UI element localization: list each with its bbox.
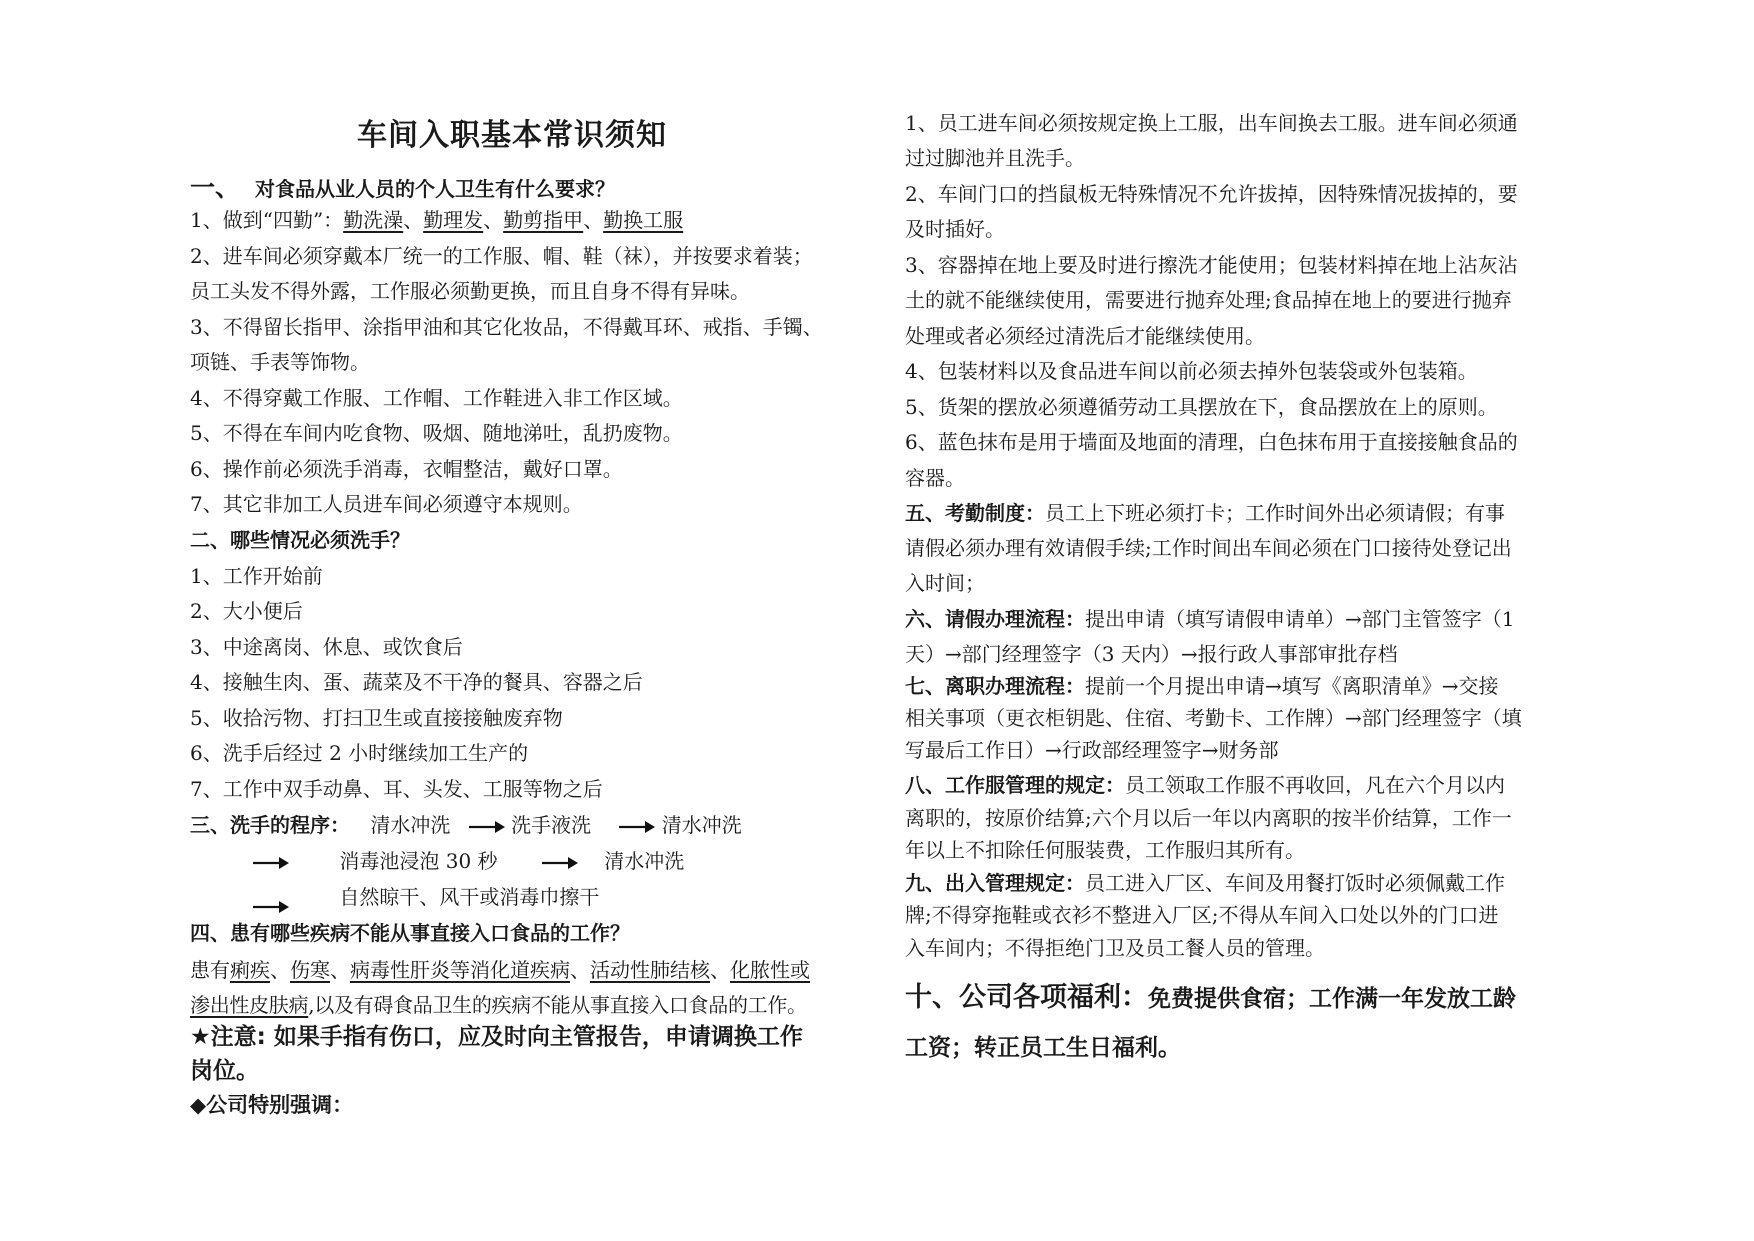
section10-text: 免费提供食宿；工作满一年发放工龄 <box>1148 986 1516 1012</box>
section1-heading <box>190 173 615 204</box>
section5-line-3: 入时间； <box>905 571 985 595</box>
disease-5b: 渗出性皮肤病 <box>190 993 309 1017</box>
step-2: 洗手液洗 <box>511 813 592 837</box>
item1-b: 勤理发 <box>423 208 484 232</box>
section1-item-1 <box>190 205 683 235</box>
page-title: 车间入职基本常识须知 <box>357 118 667 153</box>
section3-row-1 <box>190 810 742 840</box>
section9-heading: 九、出入管理规定： <box>905 871 1085 895</box>
section2-item-4: 4、接触生肉、蛋、蔬菜及不干净的餐具、容器之后 <box>190 670 643 694</box>
step-4: 消毒池浸泡 30 秒 <box>339 849 498 873</box>
rule-3-line2: 土的就不能继续使用，需要进行抛弃处理;食品掉在地上的要进行抛弃 <box>905 288 1512 312</box>
section9-line-3: 入车间内；不得拒绝门卫及员工餐人员的管理。 <box>905 936 1325 960</box>
sep: 、 <box>330 958 350 982</box>
sep: 、 <box>270 958 290 982</box>
section2-item-3: 3、中途离岗、休息、或饮食后 <box>190 635 463 659</box>
section2-item-7: 7、工作中双手动鼻、耳、头发、工服等物之后 <box>190 777 603 801</box>
section5-heading: 五、考勤制度： <box>905 501 1045 525</box>
right-arrow-icon <box>253 900 289 914</box>
section7-line-1 <box>905 671 1499 701</box>
rule-6-line2: 容器。 <box>905 466 965 490</box>
section1-item-3-line2: 项链、手表等饰物。 <box>190 350 370 374</box>
step-5: 清水冲洗 <box>604 849 685 873</box>
section2-item-5: 5、收拾污物、打扫卫生或直接接触废弃物 <box>190 706 563 730</box>
section4-line-1 <box>190 955 810 985</box>
section4-line-2 <box>190 990 807 1020</box>
step-6: 自然晾干、风干或消毒巾擦干 <box>339 885 600 909</box>
right-arrow-icon <box>619 820 655 834</box>
rule-2-line2: 及时插好。 <box>905 217 1005 241</box>
section10-line-2: 工资；转正员工生日福利。 <box>905 1035 1181 1061</box>
diseases-suffix: ,以及有碍食品卫生的疾病不能从事直接入口食品的工作。 <box>308 993 807 1017</box>
section7-text: 提前一个月提出申请→填写《离职清单》→交接 <box>1085 674 1499 698</box>
right-arrow-icon <box>542 856 578 870</box>
item1-prefix: 1、做到“四勤”： <box>190 208 344 232</box>
section6-text: 提出申请（填写请假申请单）→部门主管签字（1 <box>1085 607 1515 631</box>
section10-heading: 十、公司各项福利： <box>905 982 1148 1013</box>
section9-line-1 <box>905 868 1505 898</box>
section1-item-3-line1: 3、不得留长指甲、涂指甲油和其它化妆品，不得戴耳环、戒指、手镯、 <box>190 315 823 339</box>
section8-line-1 <box>905 770 1505 800</box>
section5-line-1 <box>905 498 1505 528</box>
section2-item-2: 2、大小便后 <box>190 599 303 623</box>
rule-2-line1: 2、车间门口的挡鼠板无特殊情况不允许拔掉，因特殊情况拔掉的，要 <box>905 182 1518 206</box>
section1-number: 一、 <box>190 173 241 202</box>
section1-heading-text: 对食品从业人员的个人卫生有什么要求？ <box>254 177 615 201</box>
section6-line-2: 天）→部门经理签字（3 天内）→报行政人事部审批存档 <box>905 642 1398 666</box>
section1-item-4: 4、不得穿戴工作服、工作帽、工作鞋进入非工作区域。 <box>190 386 683 410</box>
diseases-prefix: 患有 <box>190 958 230 982</box>
section8-text: 员工领取工作服不再收回，凡在六个月以内 <box>1125 773 1505 797</box>
section8-line-3: 年以上不扣除任何服装费，工作服归其所有。 <box>905 838 1305 862</box>
right-arrow-icon <box>469 820 505 834</box>
section1-item-5: 5、不得在车间内吃食物、吸烟、随地涕吐，乱扔废物。 <box>190 421 683 445</box>
section8-line-2: 离职的，按原价结算;六个月以后一年以内离职的按半价结算，工作一 <box>905 806 1512 830</box>
sep: 、 <box>403 208 424 232</box>
sep: 、 <box>710 958 730 982</box>
section7-line-2: 相关事项（更衣柜钥匙、住宿、考勤卡、工作牌）→部门经理签字（填 <box>905 706 1522 730</box>
disease-5a: 化脓性或 <box>730 958 810 982</box>
rule-6-line1: 6、蓝色抹布是用于墙面及地面的清理，白色抹布用于直接接触食品的 <box>905 430 1518 454</box>
section4-heading: 四、患有哪些疾病不能从事直接入口食品的工作？ <box>190 921 630 945</box>
section1-item-6: 6、操作前必须洗手消毒，衣帽整洁，戴好口罩。 <box>190 457 623 481</box>
special-heading: ◆公司特别强调： <box>190 1093 354 1117</box>
sep: 、 <box>583 208 604 232</box>
step-3: 清水冲洗 <box>661 813 742 837</box>
section5-text: 员工上下班必须打卡；工作时间外出必须请假；有事 <box>1045 501 1505 525</box>
item1-a: 勤洗澡 <box>343 208 404 232</box>
section5-line-2: 请假必须办理有效请假手续;工作时间出车间必须在门口接待处登记出 <box>905 536 1512 560</box>
section10-line-1 <box>905 978 1516 1019</box>
disease-2: 伤寒 <box>290 958 330 982</box>
section6-line-1 <box>905 604 1514 634</box>
sep: 、 <box>570 958 590 982</box>
notice-line-1: ★注意: 如果手指有伤口，应及时向主管报告，申请调换工作 <box>190 1024 803 1050</box>
section7-line-3: 写最后工作日）→行政部经理签字→财务部 <box>905 738 1279 762</box>
section9-text: 员工进入厂区、车间及用餐打饭时必须佩戴工作 <box>1085 871 1505 895</box>
section1-item-7: 7、其它非加工人员进车间必须遵守本规则。 <box>190 492 583 516</box>
sep: 、 <box>483 208 504 232</box>
section2-item-1: 1、工作开始前 <box>190 564 323 588</box>
rule-5: 5、货架的摆放必须遵循劳动工具摆放在下，食品摆放在上的原则。 <box>905 395 1498 419</box>
item1-c: 勤剪指甲 <box>503 208 584 232</box>
section9-line-2: 牌;不得穿拖鞋或衣衫不整进入厂区;不得从车间入口处以外的门口进 <box>905 903 1499 927</box>
section3-heading: 三、洗手的程序： <box>190 813 350 837</box>
step-1: 清水冲洗 <box>370 813 451 837</box>
notice-line-2: 岗位。 <box>190 1058 259 1084</box>
section2-item-6: 6、洗手后经过 2 小时继续加工生产的 <box>190 741 529 765</box>
disease-3: 病毒性肝炎等消化道疾病 <box>350 958 570 982</box>
disease-1: 痢疾 <box>230 958 270 982</box>
right-arrow-icon <box>253 856 289 870</box>
section7-heading: 七、离职办理流程： <box>905 674 1085 698</box>
section1-item-2-line1: 2、进车间必须穿戴本厂统一的工作服、帽、鞋（袜），并按要求着装； <box>190 244 813 268</box>
rule-1-line1: 1、员工进车间必须按规定换上工服，出车间换去工服。进车间必须通 <box>905 111 1518 135</box>
section2-heading: 二、哪些情况必须洗手？ <box>190 528 410 552</box>
item1-d: 勤换工服 <box>603 208 684 232</box>
rule-3-line1: 3、容器掉在地上要及时进行擦洗才能使用；包装材料掉在地上沾灰沾 <box>905 253 1518 277</box>
section3-row-2 <box>190 846 684 876</box>
rule-4: 4、包装材料以及食品进车间以前必须去掉外包装袋或外包装箱。 <box>905 359 1478 383</box>
rule-3-line3: 处理或者必须经过清洗后才能继续使用。 <box>905 324 1265 348</box>
disease-4: 活动性肺结核 <box>590 958 710 982</box>
section3-row-3 <box>190 882 599 912</box>
section6-heading: 六、请假办理流程： <box>905 607 1085 631</box>
section8-heading: 八、工作服管理的规定： <box>905 773 1125 797</box>
rule-1-line2: 过过脚池并且洗手。 <box>905 146 1085 170</box>
section1-item-2-line2: 员工头发不得外露，工作服必须勤更换，而且自身不得有异味。 <box>190 279 750 303</box>
